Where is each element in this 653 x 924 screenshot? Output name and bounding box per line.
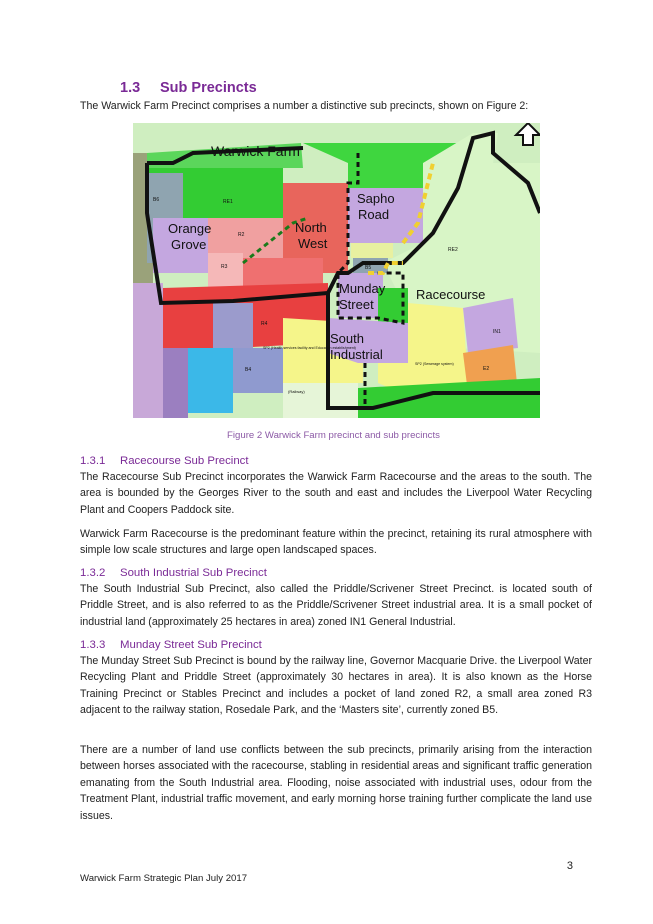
label-street: Street [339, 297, 374, 312]
label-racecourse: Racecourse [416, 287, 486, 302]
subsection-heading-munday-street [80, 639, 262, 651]
zone-label-sp2-sewerage: SP2 (Sewerage system) [415, 362, 454, 366]
precinct-map [133, 123, 540, 418]
zone-label-b6: B6 [153, 197, 160, 203]
subsection-number: 1.3.2 [80, 567, 106, 579]
zone-label-e2: E2 [483, 366, 490, 372]
paragraph-munday-street-1: The Munday Street Sub Precinct is bound by the railway line, Governor Macquarie Drive. the Liverpool Water Recycling Plant and Priddle Street (approximately 30 hectares in area). It is also known as the Horse Training Precinct or Stables Precinct and includes a pocket of land zoned R2, a small area zoned R3 adjacent to the railway station, Rosedale Park, and the ‘Masters site’, currently zoned B5. [80, 655, 592, 717]
page-number: 3 [566, 860, 573, 872]
section-intro: The Warwick Farm Precinct comprises a number a distinctive sub precincts, shown on Figure 2: [80, 100, 529, 112]
label-south: South [330, 331, 364, 346]
zone-label-r4: R4 [261, 321, 268, 327]
zone-left-purple [133, 283, 163, 418]
paragraph-south-industrial: The South Industrial Sub Precinct, also called the Priddle/Scrivener Street Precinct. is located south of Priddle Street, and is also referred to as the Priddle/Scrivener Street industrial area. It is a small pocket of industrial land (approximately 25 hectares in area) zoned IN1 General Industrial. [80, 583, 592, 628]
label-orange: Orange [168, 221, 212, 236]
label-munday: Munday [339, 281, 386, 296]
subsection-heading-racecourse [80, 455, 249, 467]
paragraph-racecourse-2: Warwick Farm Racecourse is the predominant feature within the precinct, retaining its rural atmosphere with simple low scale structures and large open landscaped spaces. [80, 528, 592, 557]
paragraph-racecourse-1: The Racecourse Sub Precinct incorporates the Warwick Farm Racecourse and the areas to the south. The area is bounded by the Georges River to the south and east and includes the Liverpool Water Recycling Plant and Coopers Paddock site. [80, 471, 592, 516]
zone-blue-block [188, 348, 233, 413]
section-title: Sub Precincts [160, 80, 257, 96]
section-heading [120, 80, 257, 96]
figure-caption: Figure 2 Warwick Farm precinct and sub precincts [227, 430, 440, 441]
section-number: 1.3 [120, 80, 141, 96]
zone-label-r2: R2 [238, 232, 245, 238]
zone-label-b4: B4 [245, 367, 252, 373]
zone-label-in1: IN1 [493, 329, 501, 335]
zone-label-re1: RE1 [223, 199, 233, 205]
zone-label-re2: RE2 [448, 247, 458, 253]
subsection-number: 1.3.3 [80, 639, 106, 651]
zone-sp2-munday [351, 243, 393, 258]
subsection-heading-south-industrial [80, 567, 267, 579]
zone-label-b5: B5 [365, 265, 372, 271]
label-road: Road [358, 207, 390, 222]
subsection-number: 1.3.1 [80, 455, 106, 467]
zone-r2-orange-grove [208, 218, 283, 258]
label-grove: Grove [171, 237, 207, 252]
zone-label-r3: R3 [221, 264, 228, 270]
footer-text: Warwick Farm Strategic Plan July 2017 [80, 873, 248, 884]
zone-b4-far-left [163, 348, 188, 418]
subsection-title: Munday Street Sub Precinct [120, 639, 262, 651]
label-industrial: Industrial [330, 347, 383, 362]
subsection-title: South Industrial Sub Precinct [120, 567, 267, 579]
label-sapho: Sapho [357, 191, 395, 206]
zone-b4-left [213, 303, 253, 348]
zone-b4 [233, 348, 283, 393]
label-warwick-farm: Warwick Farm [211, 143, 300, 159]
zone-label-sp2-health: SP2 (Health services facility and Education establishment) [263, 346, 356, 350]
label-north: North [295, 220, 327, 235]
paragraph-munday-street-2: There are a number of land use conflicts between the sub precincts, primarily arising from the interaction between horses associated with the racecourse, stabling in residential areas and significant traffic generation emanating from the South Industrial area. Flooding, noise associated with industrial uses, odour from the Treatment Plant, industrial traffic movement, and early morning horse training further complicate the land use issues. [80, 744, 592, 822]
zone-label-railway: (Railway) [288, 389, 305, 394]
label-west: West [298, 236, 328, 251]
subsection-title: Racecourse Sub Precinct [120, 455, 249, 467]
